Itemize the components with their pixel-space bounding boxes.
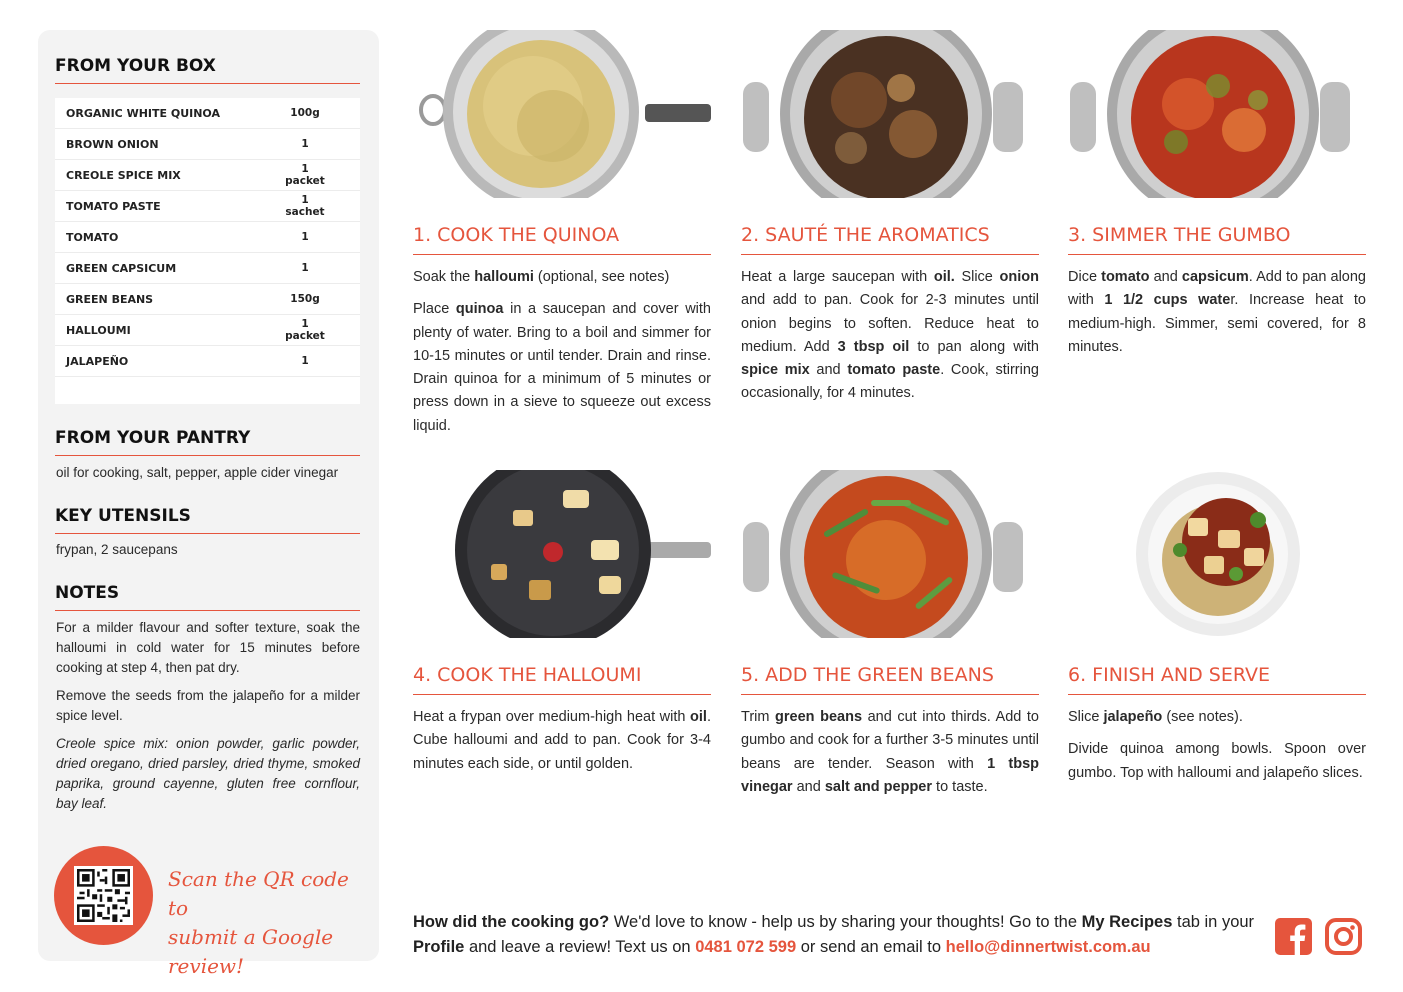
step-paragraph	[741, 266, 1039, 406]
halloumi-pan-photo	[413, 470, 711, 638]
note-3: Creole spice mix: onion powder, garlic powder, dried oregano, dried parsley, dried thyme, smoked paprika, ground cayenne, gluten free cornflour, bay leaf.	[56, 736, 360, 811]
step-1-title: 1. COOK THE QUINOA	[413, 224, 711, 255]
profile-label: Profile	[413, 938, 465, 956]
ingredient-qty: 100g	[290, 107, 320, 119]
finished-bowl-photo	[1068, 470, 1366, 638]
step-text: and cut into thirds. Add to gumbo and cook for a further 3-5 minutes until beans are tender. Season with	[741, 709, 1039, 772]
utensils-title: KEY UTENSILS	[55, 506, 360, 534]
step-4-title: 4. COOK THE HALLOUMI	[413, 664, 711, 695]
utensils-text: frypan, 2 saucepans	[56, 542, 178, 557]
ingredient-row	[55, 284, 360, 315]
qr-badge[interactable]	[54, 846, 153, 945]
step-2-body	[741, 266, 1039, 415]
step-text: . Cube halloumi and add to pan. Cook for 3-4 minutes each side, or until golden.	[413, 709, 711, 772]
ingredient-qty: 1	[301, 262, 309, 274]
qr-caption-line2: submit a Google review!	[168, 925, 334, 978]
footer-text-1: We'd love to know - help us by sharing your thoughts! Go to the	[609, 913, 1082, 931]
step-text: Heat a frypan over medium-high heat with	[413, 709, 691, 725]
bold-ingredient: oil	[690, 709, 707, 725]
note-2: Remove the seeds from the jalapeño for a milder spice level.	[56, 688, 360, 723]
footer-text-2: tab in your	[1172, 913, 1255, 931]
bold-ingredient: tomato	[1101, 269, 1150, 285]
step-paragraph	[413, 706, 711, 776]
step-2-title: 2. SAUTÉ THE AROMATICS	[741, 224, 1039, 255]
ingredient-qty: 1	[301, 231, 309, 243]
step-5-title: 5. ADD THE GREEN BEANS	[741, 664, 1039, 695]
step-paragraph	[741, 706, 1039, 799]
pantry-title: FROM YOUR PANTRY	[55, 428, 360, 456]
step-text: to taste.	[932, 778, 988, 795]
bold-ingredient: onion	[999, 269, 1039, 285]
ingredient-row	[55, 253, 360, 284]
gumbo-pot-photo	[1068, 30, 1366, 198]
step-text: Place	[413, 301, 456, 318]
ingredient-name: GREEN CAPSICUM	[66, 261, 177, 275]
step-3-body	[1068, 266, 1366, 368]
step-4-body	[413, 706, 711, 785]
ingredient-row	[55, 315, 360, 346]
ingredient-qty: 1 packet	[285, 318, 325, 342]
step-text: Trim	[741, 709, 776, 725]
bold-ingredient: green beans	[775, 709, 863, 725]
ingredient-row	[55, 222, 360, 253]
instagram-icon[interactable]	[1325, 918, 1362, 955]
ingredient-row	[55, 129, 360, 160]
footer-question: How did the cooking go?	[413, 913, 610, 931]
ingredient-qty: 1	[301, 355, 309, 367]
ingredient-row	[55, 191, 360, 222]
box-title: FROM YOUR BOX	[55, 56, 360, 84]
step-text: and add to pan. Cook for 2-3 minutes until onion begins to soften. Reduce heat to medium. Add	[741, 292, 1039, 355]
step-6-body	[1068, 706, 1366, 794]
step-5-body	[741, 706, 1039, 808]
pantry-text: oil for cooking, salt, pepper, apple cider vinegar	[56, 465, 339, 480]
step-text: Divide quinoa among bowls. Spoon over gumbo. Top with halloumi and jalapeño slices.	[1068, 741, 1366, 781]
step-text: and	[1149, 269, 1182, 285]
step-text: Slice	[1068, 709, 1104, 725]
step-6-title: 6. FINISH AND SERVE	[1068, 664, 1366, 695]
sidebar	[38, 30, 379, 978]
ingredient-row	[55, 346, 360, 377]
footer-text-3: and leave a review! Text us on	[464, 938, 696, 956]
ingredient-name: BROWN ONION	[66, 137, 159, 151]
ingredient-name: GREEN BEANS	[66, 292, 154, 306]
email-link[interactable]: hello@dinnertwist.com.au	[945, 938, 1151, 956]
aromatics-pot-photo	[741, 30, 1039, 198]
ingredient-name: JALAPEÑO	[66, 354, 129, 368]
bold-ingredient: oil.	[933, 269, 955, 285]
ingredient-qty: 1 sachet	[285, 194, 325, 218]
step-text: r. Increase heat to medium-high. Simmer, semi covered, for 8 minutes.	[1068, 292, 1366, 355]
quinoa-pot-photo	[413, 30, 711, 198]
step-text: Heat a large saucepan with	[741, 269, 934, 285]
green-beans-pot-photo	[741, 470, 1039, 638]
step-paragraph	[1068, 266, 1366, 359]
step-paragraph	[1068, 738, 1366, 785]
bold-ingredient: quinoa	[455, 301, 504, 318]
ingredient-name: CREOLE SPICE MIX	[66, 168, 181, 182]
step-text: and	[792, 778, 825, 795]
bold-ingredient: 1 tbsp vinegar	[741, 755, 1039, 795]
bold-ingredient: 3 tbsp oil	[837, 338, 910, 355]
bold-ingredient: capsicum	[1181, 269, 1249, 285]
review-message	[413, 910, 1263, 960]
ingredient-name: HALLOUMI	[66, 323, 131, 337]
qr-code-icon[interactable]	[74, 866, 133, 925]
bold-ingredient: salt and pepper	[824, 778, 933, 795]
notes-body	[56, 618, 360, 822]
ingredient-row	[55, 98, 360, 129]
footer-text-4: or send an email to	[796, 938, 946, 956]
ingredient-row	[55, 160, 360, 191]
step-text: Slice	[954, 269, 1000, 285]
qr-caption	[168, 865, 368, 981]
ingredient-qty: 150g	[290, 293, 320, 305]
step-text: Dice	[1068, 269, 1102, 285]
ingredients-table	[55, 98, 360, 404]
step-text: (optional, see notes)	[533, 269, 670, 285]
ingredient-name: ORGANIC WHITE QUINOA	[66, 106, 220, 120]
note-1: For a milder flavour and softer texture, soak the halloumi in cold water for 15 minutes before cooking at step 4, then pat dry.	[56, 620, 360, 675]
step-text: Soak the	[413, 269, 475, 285]
qr-caption-line1: Scan the QR code to	[168, 867, 349, 920]
step-text: in a saucepan and cover with plenty of water. Bring to a boil and simmer for 10-15 minutes or until tender. Drain and rinse. Drain quinoa for a minimum of 5 minutes or press down in a sieve to squeeze out excess liquid.	[413, 301, 711, 434]
bold-ingredient: jalapeño	[1103, 709, 1163, 725]
phone-link[interactable]: 0481 072 599	[695, 938, 797, 956]
step-text: (see notes).	[1162, 709, 1243, 725]
step-text: and	[809, 362, 848, 379]
step-paragraph	[1068, 706, 1366, 729]
step-text: to pan along with	[909, 338, 1039, 355]
step-1-body	[413, 266, 711, 447]
my-recipes-label: My Recipes	[1081, 913, 1173, 931]
step-text: . Cook, stirring occasionally, for 4 minutes.	[741, 362, 1039, 402]
step-3-title: 3. SIMMER THE GUMBO	[1068, 224, 1366, 255]
step-text: . Add to pan along with	[1068, 269, 1366, 309]
ingredient-name: TOMATO	[66, 230, 119, 244]
facebook-icon[interactable]	[1275, 918, 1312, 955]
bold-ingredient: spice mix	[741, 362, 810, 379]
step-paragraph	[413, 266, 711, 289]
ingredient-qty: 1 packet	[285, 163, 325, 187]
ingredient-qty: 1	[301, 138, 309, 150]
notes-title: NOTES	[55, 583, 360, 611]
bold-ingredient: tomato paste	[847, 362, 941, 379]
step-paragraph	[413, 298, 711, 438]
ingredient-name: TOMATO PASTE	[66, 199, 161, 213]
bold-ingredient: halloumi	[474, 269, 534, 285]
bold-ingredient: 1 1/2 cups wate	[1104, 292, 1231, 309]
